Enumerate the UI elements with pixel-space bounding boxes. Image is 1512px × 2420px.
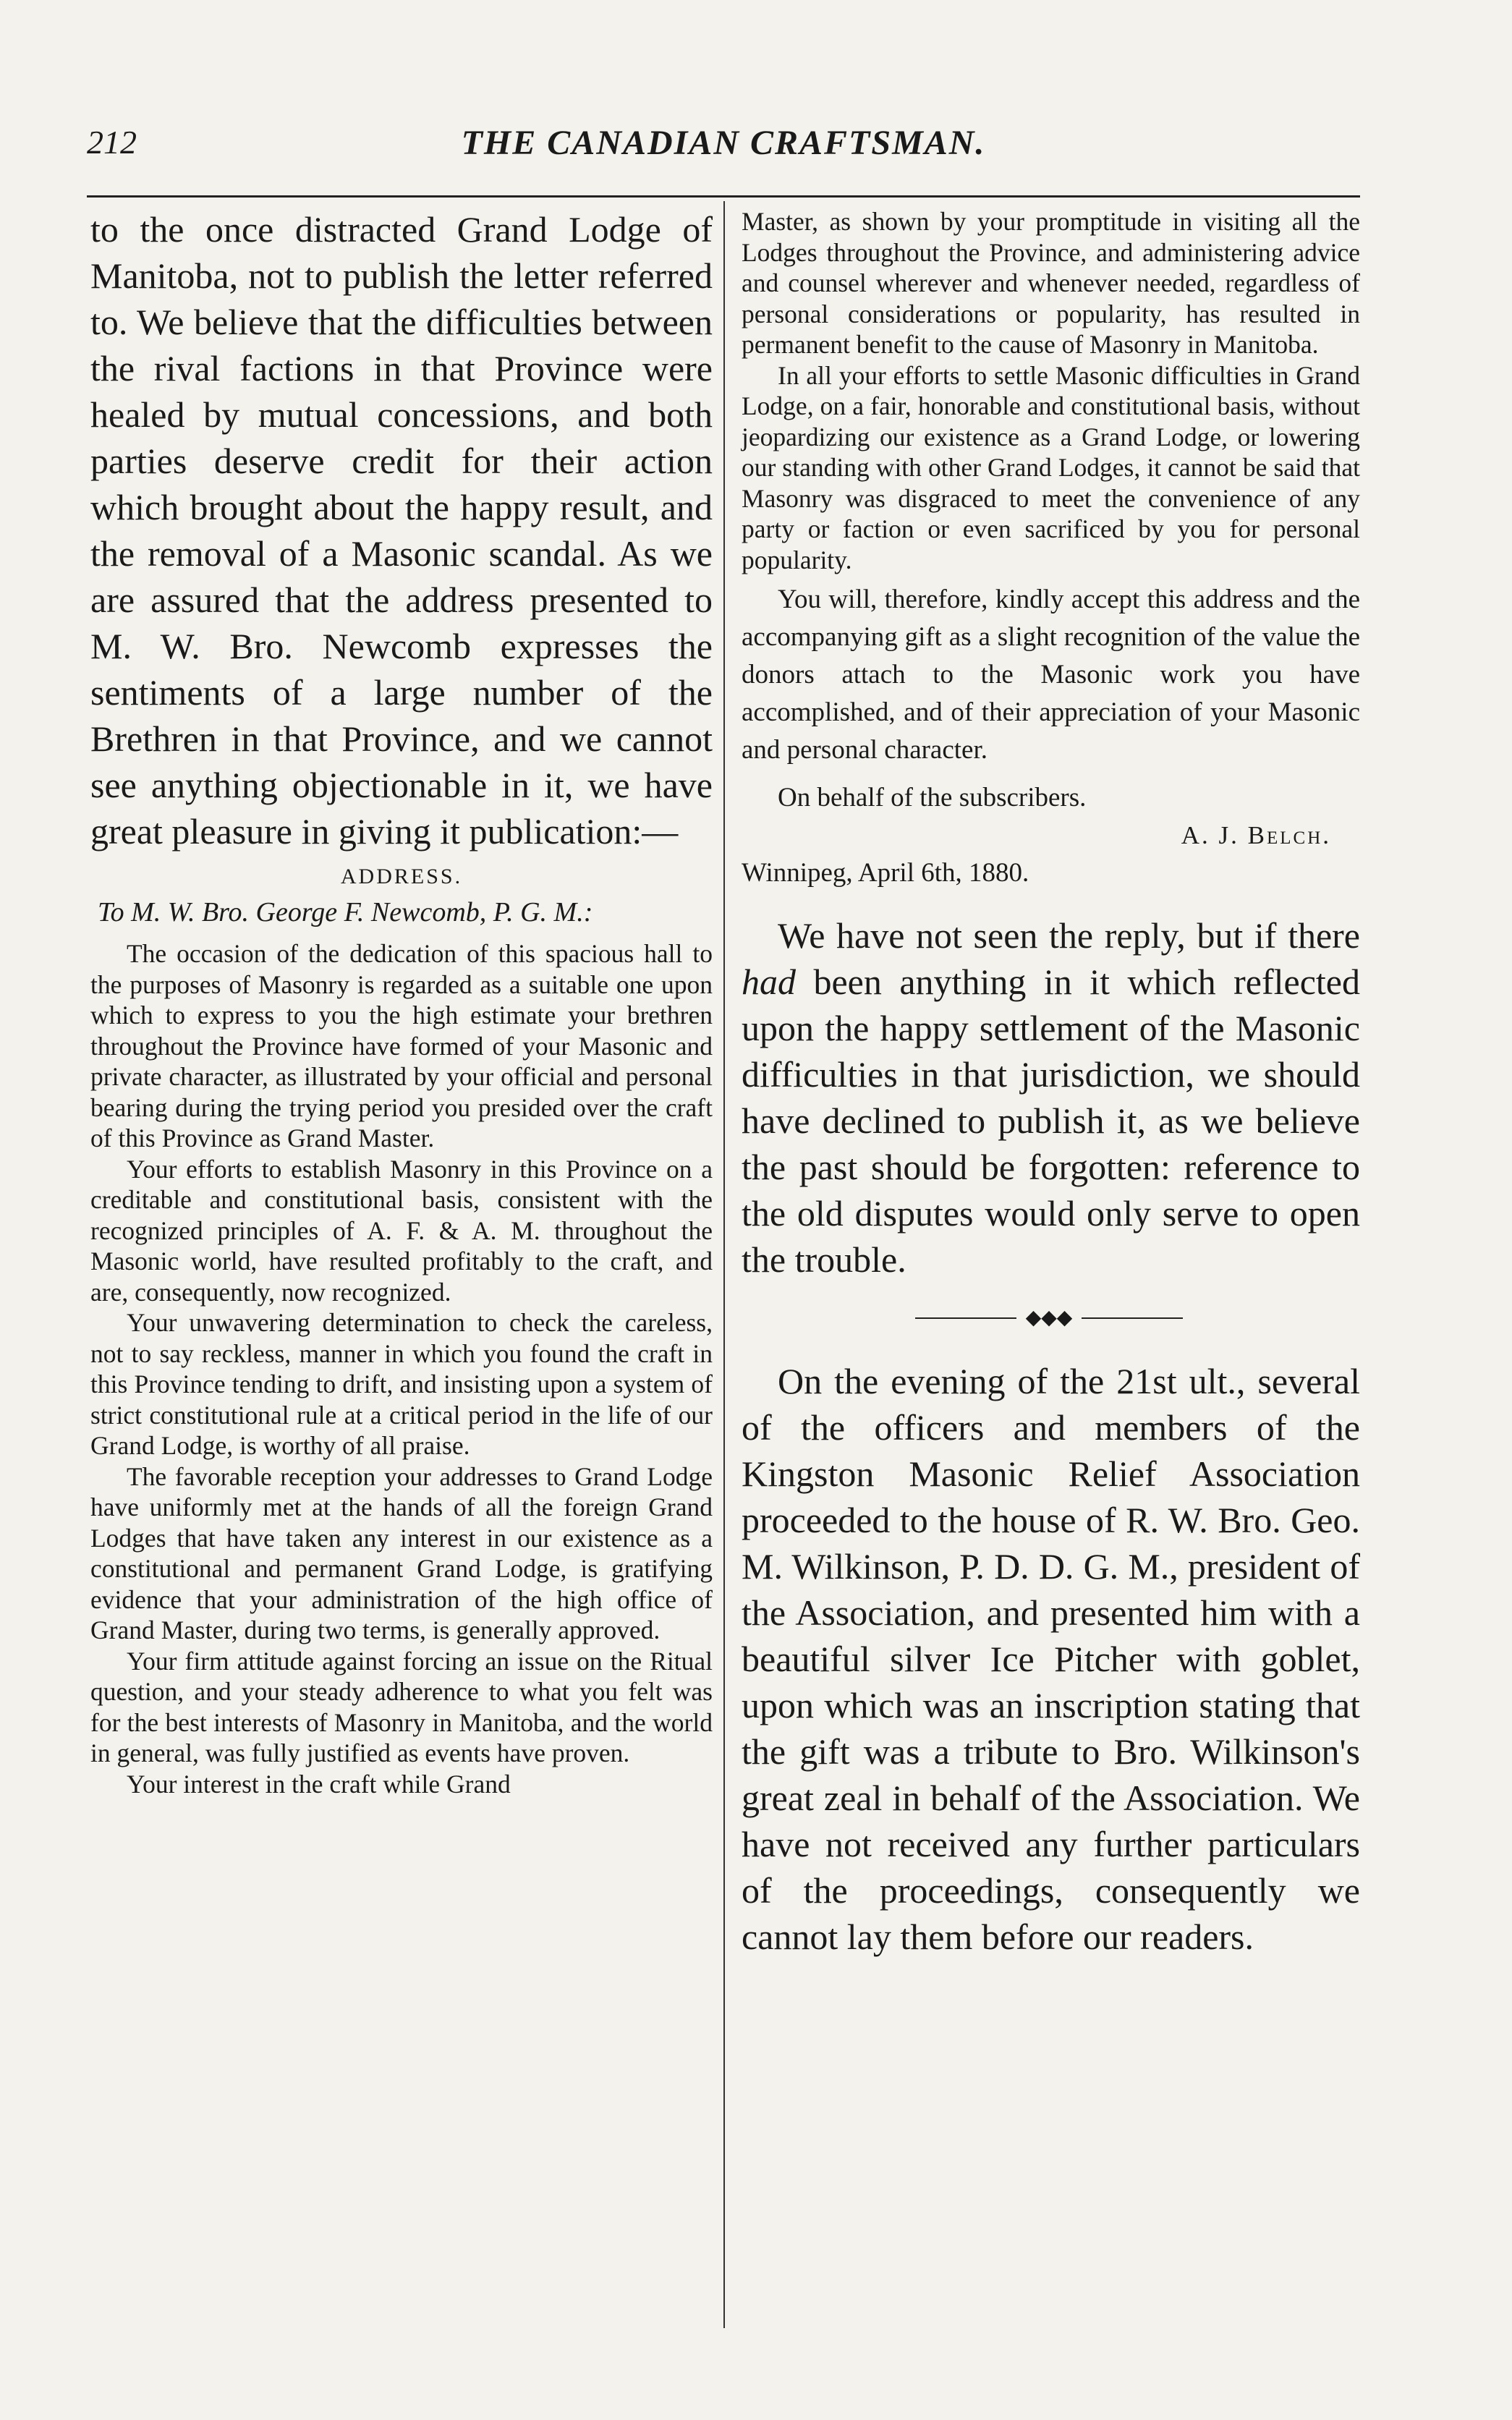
address-salutation: To M. W. Bro. George F. Newcomb, P. G. M.: — [98, 897, 593, 927]
address-paragraph: Master, as shown by your promptitude in visiting all the Lodges throughout the Province, and administering advice and counsel wherever and whenever needed, regardless of personal considerations or popularity, has resulted in permanent benefit to the cause of Masonry in Manitoba. — [742, 207, 1360, 359]
address-paragraph: The favorable reception your addresses to Grand Lodge have uniformly met at the hands of all the foreign Grand Lodges that have taken any interest in our existence as a constitutional and permanent Grand Lodge, is gratifying evidence that your administration of the high office of Grand Master, during two terms, is generally approved. — [90, 1461, 713, 1644]
signature: A. J. Belch. — [1181, 821, 1331, 849]
address-paragraph: Your efforts to establish Masonry in this Province on a creditable and constitutional basis, consistent with the recognized principles of A. F. & A. M. throughout the Masonic world, have resulted profitably to the craft, and are, consequently, now recognized. — [90, 1154, 713, 1307]
intro-paragraph: to the once distracted Grand Lodge of Manitoba, not to publish the letter referred to. We believe that the difficulties between the rival factions in that Province were healed by mutual concessions, and both parties deserve credit for their action which brought about the happy result, and the removal of a Masonic scandal. As we are assured that the address presented to M. W. Bro. Newcomb expresses the sentiments of a large number of the Brethren in that Province, and we cannot see anything objectionable in it, we have great pleasure in giving it publication:— — [90, 209, 713, 852]
reply-text-end: been anything in it which reflected upon the happy settlement of the Masonic difficulties in that jurisdiction, we should have declined to publish it, as we believe the past should be forgotten: reference to the old disputes would only serve to open the trouble. — [742, 961, 1360, 1280]
reply-text-start: We have not seen the reply, but if there — [778, 915, 1360, 956]
address-closing-paragraph: You will, therefore, kindly accept this address and the accompanying gift as a slight recognition of the value the donors attach to the Masonic work you have accomplished, and of their appreciation of your Masonic and personal character. — [742, 585, 1360, 765]
kingston-paragraph: On the evening of the 21st ult., several of the officers and members of the Kingston Masonic Relief Association proceeded to the house of R. W. Bro. Geo. M. Wilkinson, P. D. D. G. M., president of the Association, and presented him with a beautiful silver Ice Pitcher with goblet, upon which was an inscription stating that the gift was a tribute to Bro. Wilkinson's great zeal in behalf of the Association. We have not received any further particulars of the proceedings, consequently we cannot lay them before our readers. — [742, 1361, 1360, 1957]
left-column — [90, 206, 713, 1799]
header-rule — [87, 195, 1360, 198]
divider-line-left — [915, 1317, 1016, 1319]
divider-line-right — [1082, 1317, 1183, 1319]
divider-ornament: ◆◆◆ — [1025, 1305, 1073, 1329]
dateline: Winnipeg, April 6th, 1880. — [742, 858, 1029, 888]
address-paragraph: Your unwavering determination to check the careless, not to say reckless, manner in which you found the craft in this Province tending to drift, and insisting upon a system of strict constitutional rule at a critical period in the life of our Grand Lodge, is worthy of all praise. — [90, 1308, 713, 1460]
address-paragraph: Your firm attitude against forcing an issue on the Ritual question, and your steady adherence to what you felt was for the best interests of Masonry in Manitoba, and the world in general, was fully justified as events have proven. — [90, 1646, 713, 1767]
reply-italic-word: had — [742, 961, 796, 1002]
address-paragraph: Your interest in the craft while Grand — [127, 1769, 511, 1799]
right-column — [742, 206, 1360, 1960]
reply-paragraph — [742, 912, 1360, 1283]
address-paragraph: The occasion of the dedication of this spacious hall to the purposes of Masonry is regarded as a suitable one upon which to express to you the high estimate your brethren throughout the Province have formed of your Masonic and private character, as illustrated by your official and personal bearing during the trying period you presided over the craft of this Province as Grand Master. — [90, 939, 713, 1152]
page-number: 212 — [87, 124, 137, 161]
column-divider — [723, 201, 725, 2328]
section-divider — [742, 1307, 1360, 1329]
running-head-title: THE CANADIAN CRAFTSMAN. — [461, 124, 986, 162]
address-heading: ADDRESS. — [340, 865, 463, 888]
address-paragraph: In all your efforts to settle Masonic difficulties in Grand Lodge, on a fair, honorable and constitutional basis, without jeopardizing our existence as a Grand Lodge, or lowering our standing with other Grand Lodges, it cannot be said that Masonry was disgraced to meet the convenience of any party or faction or even sacrificed by you for personal popularity. — [742, 360, 1360, 574]
page-header — [87, 123, 1360, 181]
on-behalf-line: On behalf of the subscribers. — [778, 783, 1087, 812]
